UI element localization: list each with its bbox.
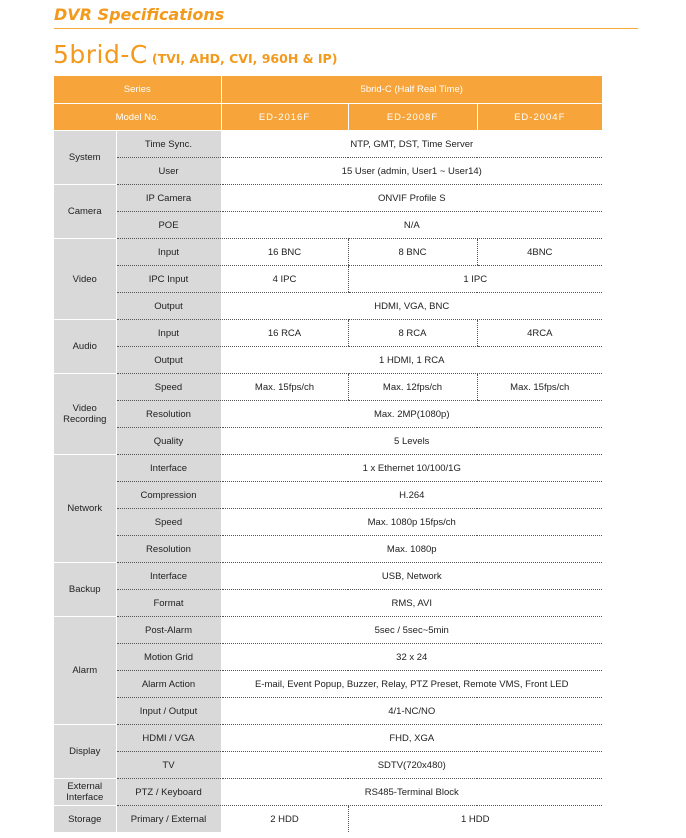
spec-value: Max. 15fps/ch xyxy=(477,374,602,401)
model-label: Model No. xyxy=(54,104,221,131)
model-no: ED-2016F xyxy=(221,104,348,131)
series-label: Series xyxy=(54,76,221,104)
spec-label: HDMI / VGA xyxy=(116,725,221,752)
spec-label: Output xyxy=(116,293,221,320)
table-row xyxy=(54,482,602,509)
spec-label: Alarm Action xyxy=(116,671,221,698)
spec-value: USB, Network xyxy=(221,563,602,590)
spec-value: N/A xyxy=(221,212,602,239)
spec-value: Max. 15fps/ch xyxy=(221,374,348,401)
table-row xyxy=(54,509,602,536)
table-row xyxy=(54,644,602,671)
table-row xyxy=(54,455,602,482)
table-row xyxy=(54,428,602,455)
category-cell: Video xyxy=(54,239,116,320)
category-cell: Network xyxy=(54,455,116,563)
spec-value: 32 x 24 xyxy=(221,644,602,671)
spec-value: RMS, AVI xyxy=(221,590,602,617)
table-row xyxy=(54,725,602,752)
spec-value: 1 x Ethernet 10/100/1G xyxy=(221,455,602,482)
spec-label: Quality xyxy=(116,428,221,455)
spec-value: Max. 2MP(1080p) xyxy=(221,401,602,428)
table-row xyxy=(54,293,602,320)
table-row xyxy=(54,617,602,644)
category-cell: Display xyxy=(54,725,116,779)
spec-label: IPC Input xyxy=(116,266,221,293)
table-row xyxy=(54,158,602,185)
spec-value: 8 RCA xyxy=(348,320,477,347)
spec-label: Format xyxy=(116,590,221,617)
spec-label: Post-Alarm xyxy=(116,617,221,644)
spec-label: Input / Output xyxy=(116,698,221,725)
spec-value: 4 IPC xyxy=(221,266,348,293)
table-row xyxy=(54,212,602,239)
category-cell: Storage xyxy=(54,806,116,833)
spec-label: Speed xyxy=(116,509,221,536)
spec-label: Resolution xyxy=(116,401,221,428)
spec-value: Max. 12fps/ch xyxy=(348,374,477,401)
spec-value: H.264 xyxy=(221,482,602,509)
category-cell: Alarm xyxy=(54,617,116,725)
spec-value: 2 HDD xyxy=(221,806,348,833)
category-cell: System xyxy=(54,131,116,185)
spec-value: E-mail, Event Popup, Buzzer, Relay, PTZ Preset, Remote VMS, Front LED xyxy=(221,671,602,698)
product-title-sub: (TVI, AHD, CVI, 960H & IP) xyxy=(151,51,338,66)
category-cell: Camera xyxy=(54,185,116,239)
spec-value: 4BNC xyxy=(477,239,602,266)
model-no: ED-2004F xyxy=(477,104,602,131)
spec-value: 16 RCA xyxy=(221,320,348,347)
spec-table xyxy=(54,76,602,833)
spec-label: IP Camera xyxy=(116,185,221,212)
category-cell: Audio xyxy=(54,320,116,374)
spec-label: Output xyxy=(116,347,221,374)
spec-value: 4RCA xyxy=(477,320,602,347)
spec-value: 8 BNC xyxy=(348,239,477,266)
spec-label: Primary / External xyxy=(116,806,221,833)
header-text: DVR Specifications xyxy=(54,5,225,24)
spec-label: Time Sync. xyxy=(116,131,221,158)
spec-value: FHD, XGA xyxy=(221,725,602,752)
spec-value: NTP, GMT, DST, Time Server xyxy=(221,131,602,158)
spec-label: POE xyxy=(116,212,221,239)
spec-value: SDTV(720x480) xyxy=(221,752,602,779)
spec-label: Compression xyxy=(116,482,221,509)
category-cell: Backup xyxy=(54,563,116,617)
table-row xyxy=(54,590,602,617)
spec-value: RS485-Terminal Block xyxy=(221,779,602,806)
page-header xyxy=(54,4,638,29)
product-title-main: 5brid-C xyxy=(53,40,148,69)
spec-value: HDMI, VGA, BNC xyxy=(221,293,602,320)
table-row xyxy=(54,401,602,428)
table-row xyxy=(54,563,602,590)
table-row xyxy=(54,374,602,401)
spec-label: TV xyxy=(116,752,221,779)
category-cell: External Interface xyxy=(54,779,116,806)
table-row xyxy=(54,698,602,725)
spec-label: Interface xyxy=(116,563,221,590)
spec-label: Interface xyxy=(116,455,221,482)
spec-label: Input xyxy=(116,320,221,347)
spec-label: Input xyxy=(116,239,221,266)
spec-value: 4/1-NC/NO xyxy=(221,698,602,725)
category-cell: Video Recording xyxy=(54,374,116,455)
series-value: 5brid-C (Half Real Time) xyxy=(221,76,602,104)
table-row xyxy=(54,239,602,266)
spec-label: Resolution xyxy=(116,536,221,563)
table-row xyxy=(54,266,602,293)
product-title xyxy=(53,40,337,69)
spec-value: 15 User (admin, User1 ~ User14) xyxy=(221,158,602,185)
spec-label: User xyxy=(116,158,221,185)
spec-label: Speed xyxy=(116,374,221,401)
spec-value: 1 HDMI, 1 RCA xyxy=(221,347,602,374)
table-row xyxy=(54,347,602,374)
spec-label: Motion Grid xyxy=(116,644,221,671)
table-row xyxy=(54,185,602,212)
spec-value: 1 IPC xyxy=(348,266,602,293)
model-header-row xyxy=(54,104,602,131)
table-row xyxy=(54,752,602,779)
spec-value: Max. 1080p xyxy=(221,536,602,563)
spec-value: 16 BNC xyxy=(221,239,348,266)
series-header-row xyxy=(54,76,602,104)
table-row xyxy=(54,671,602,698)
spec-label: PTZ / Keyboard xyxy=(116,779,221,806)
table-row xyxy=(54,131,602,158)
spec-value: ONVIF Profile S xyxy=(221,185,602,212)
spec-value: 5sec / 5sec~5min xyxy=(221,617,602,644)
table-row xyxy=(54,806,602,833)
spec-value: Max. 1080p 15fps/ch xyxy=(221,509,602,536)
table-row xyxy=(54,320,602,347)
table-row xyxy=(54,536,602,563)
model-no: ED-2008F xyxy=(348,104,477,131)
spec-value: 1 HDD xyxy=(348,806,602,833)
spec-value: 5 Levels xyxy=(221,428,602,455)
table-row xyxy=(54,779,602,806)
